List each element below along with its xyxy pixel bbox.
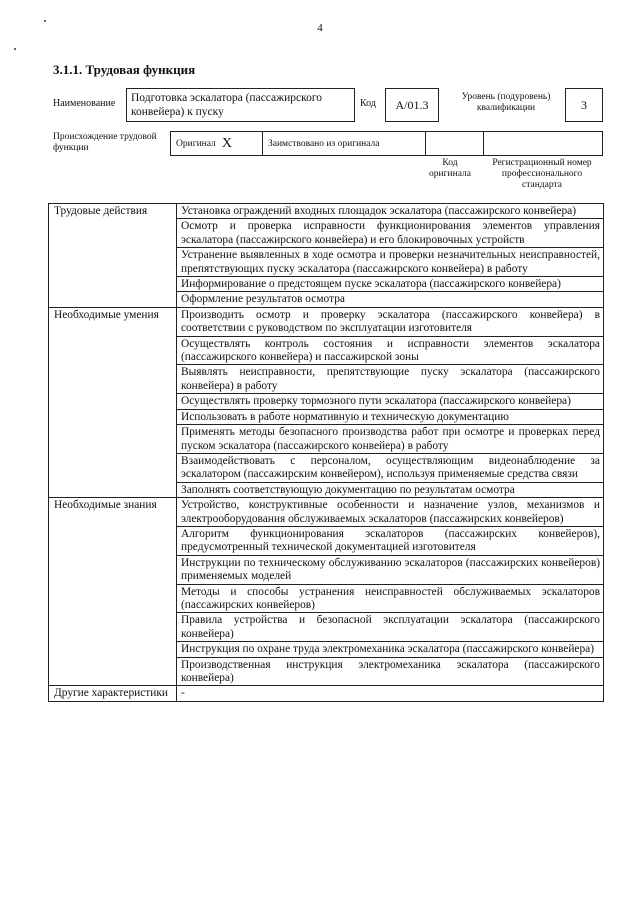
section-category: Необходимые умения xyxy=(49,307,177,497)
section-category: Другие характеристики xyxy=(49,686,177,701)
origin-original-label: Оригинал xyxy=(176,138,216,149)
name-label: Наименование xyxy=(53,98,116,109)
origin-reg-cell xyxy=(484,131,603,156)
section-item: - xyxy=(177,686,604,701)
section-item: Установка ограждений входных площадок эскалатора (пассажирского конвейера) xyxy=(177,204,604,219)
table-row xyxy=(49,307,604,336)
section-item: Устройство, конструктивные особенности и назначение узлов, механизмов и электрооборудования обслуживаемых эскалаторов (пассажирских конвейеров) xyxy=(177,498,604,527)
section-item: Взаимодействовать с персоналом, осуществляющим видеонаблюдение за эскалатором (пассажирским конвейером), используя применяемые средства связи xyxy=(177,453,604,482)
section-item: Выявлять неисправности, препятствующие пуску эскалатора (пассажирского конвейера) в работу xyxy=(177,365,604,394)
section-item: Использовать в работе нормативную и техническую документацию xyxy=(177,409,604,424)
origin-code-cell xyxy=(426,131,484,156)
section-item: Осуществлять контроль состояния и исправности элементов эскалатора (пассажирского конвейера) и пассажирской зоны xyxy=(177,336,604,365)
section-item: Алгоритм функционирования эскалаторов (пассажирских конвейеров), предусмотренный технической документацией изготовителя xyxy=(177,526,604,555)
level-value: 3 xyxy=(565,88,603,122)
code-value: А/01.3 xyxy=(385,88,439,122)
table-row xyxy=(49,498,604,527)
code-label: Код xyxy=(360,98,376,109)
scan-dot xyxy=(14,48,16,50)
section-item: Инструкция по охране труда электромеханика эскалатора (пассажирского конвейера) xyxy=(177,642,604,657)
origin-original-mark: X xyxy=(221,135,232,151)
section-item: Осмотр и проверка исправности функционирования элементов управления эскалатора (пассажирского конвейера) и его блокировочных устройств xyxy=(177,219,604,248)
origin-original-cell xyxy=(170,131,263,156)
section-item: Оформление результатов осмотра xyxy=(177,292,604,307)
function-table xyxy=(48,203,604,702)
section-item: Заполнять соответствующую документацию по результатам осмотра xyxy=(177,482,604,497)
scan-dot xyxy=(44,20,46,22)
origin-reg-caption: Регистрационный номер профессионального стандарта xyxy=(492,158,592,190)
level-label: Уровень (подуровень) квалификации xyxy=(461,92,551,113)
origin-borrowed-cell xyxy=(263,131,426,156)
origin-code-caption: Код оригинала xyxy=(429,158,471,179)
section-category: Трудовые действия xyxy=(49,204,177,308)
section-item: Устранение выявленных в ходе осмотра и проверки незначительных неисправностей, препятствующих пуску эскалатора (пассажирского конвейера) в работу xyxy=(177,248,604,277)
origin-borrowed-label: Заимствовано из оригинала xyxy=(268,138,380,149)
section-item: Применять методы безопасного производства работ при осмотре и проверках перед пуском эскалатора (пассажирского конвейера) в работу xyxy=(177,425,604,454)
function-table-body xyxy=(49,204,604,702)
table-row xyxy=(49,686,604,701)
section-item: Инструкции по техническому обслуживанию эскалаторов (пассажирских конвейеров) применяемых моделей xyxy=(177,555,604,584)
section-category: Необходимые знания xyxy=(49,498,177,686)
section-title: 3.1.1. Трудовая функция xyxy=(53,62,196,77)
name-value: Подготовка эскалатора (пассажирского конвейера) к пуску xyxy=(126,88,355,122)
section-item: Правила устройства и безопасной эксплуатации эскалатора (пассажирского конвейера) xyxy=(177,613,604,642)
origin-row xyxy=(170,131,603,156)
origin-label: Происхождение трудовой функции xyxy=(53,132,157,153)
page-number: 4 xyxy=(317,22,323,34)
section-item: Производственная инструкция электромеханика эскалатора (пассажирского конвейера) xyxy=(177,657,604,686)
section-item: Осуществлять проверку тормозного пути эскалатора (пассажирского конвейера) xyxy=(177,394,604,409)
section-item: Производить осмотр и проверку эскалатора (пассажирского конвейера) в соответствии с руководством по эксплуатации изготовителя xyxy=(177,307,604,336)
section-item: Информирование о предстоящем пуске эскалатора (пассажирского конвейера) xyxy=(177,277,604,292)
section-item: Методы и способы устранения неисправностей обслуживаемых эскалаторов (пассажирских конвейеров) xyxy=(177,584,604,613)
table-row xyxy=(49,204,604,219)
